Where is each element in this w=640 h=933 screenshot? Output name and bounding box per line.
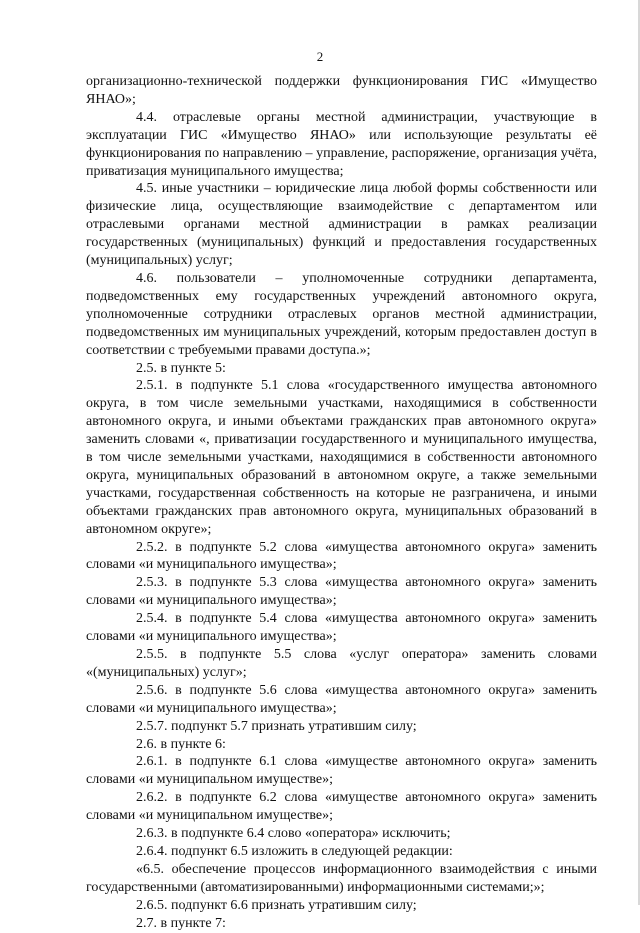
document-paragraph: 4.6. пользователи – уполномоченные сотрудники департамента, подведомственных ему государственных учреждений автономного округа, уполномоченные сотрудники отраслевых органов местной администрации, подведомственных им муниципальных учреждений, которым предоставлен доступ в соответствии с требуемыми правами доступа.»;	[86, 270, 597, 358]
document-body	[86, 73, 597, 933]
document-paragraph: 4.5. иные участники – юридические лица любой формы собственности или физические лица, осуществляющие взаимодействие с департаментом или отраслевыми органами местной администрации в рамках реализации государственных (муниципальных) функций и предоставления государственных (муниципальных) услуг;	[86, 181, 597, 269]
document-paragraph: 2.5. в пункте 5:	[136, 360, 226, 376]
document-paragraph: 2.5.4. в подпункте 5.4 слова «имущества автономного округа» заменить словами «и муниципального имущества»;	[86, 611, 597, 645]
document-paragraph: «6.5. обеспечение процессов информационного взаимодействия с иными государственными (автоматизированными) информационными системами;»;	[86, 861, 597, 895]
document-paragraph: 2.6.5. подпункт 6.6 признать утратившим силу;	[136, 897, 417, 913]
document-paragraph: 2.6.3. в подпункте 6.4 слово «оператора» исключить;	[136, 826, 451, 842]
document-paragraph: 2.5.6. в подпункте 5.6 слова «имущества автономного округа» заменить словами «и муниципального имущества»;	[86, 682, 597, 716]
page-number: 2	[316, 49, 324, 64]
document-paragraph: 2.5.1. в подпункте 5.1 слова «государственного имущества автономного округа, в том числе земельными участками, находящимися в собственности автономного округа, и иными объектами гражданских прав автономного округа» заменить словами «, приватизации государственного и муниципального имущества, в том числе земельными участками, находящимися в собственности автономного округа, муниципальных образований в автономном округе, а также земельными участками, государственная собственность на которые не разграничена, и иными объектами гражданских прав автономного округа, муниципальных образований в автономном округе»;	[86, 378, 597, 537]
document-paragraph: 2.5.3. в подпункте 5.3 слова «имущества автономного округа» заменить словами «и муниципального имущества»;	[86, 575, 597, 609]
document-paragraph: 2.6.4. подпункт 6.5 изложить в следующей редакции:	[136, 843, 453, 859]
document-paragraph: 2.6.2. в подпункте 6.2 слова «имуществе автономного округа» заменить словами «и муниципальном имуществе»;	[86, 790, 597, 824]
document-paragraph: 2.5.7. подпункт 5.7 признать утратившим силу;	[136, 718, 417, 734]
document-paragraph: 4.4. отраслевые органы местной администрации, участвующие в эксплуатации ГИС «Имущество ЯНАО» или использующие результаты её функционирования по направлению – управление, распоряжение, организация учёта, приватизация муниципального имущества;	[86, 109, 597, 179]
document-paragraph: организационно-технической поддержки функционирования ГИС «Имущество ЯНАО»;	[86, 74, 597, 107]
document-paragraph: 2.6. в пункте 6:	[136, 736, 226, 752]
document-paragraph: 2.5.5. в подпункте 5.5 слова «услуг оператора» заменить словами «(муниципальных) услуг»;	[86, 647, 597, 680]
document-paragraph: 2.5.2. в подпункте 5.2 слова «имущества автономного округа» заменить словами «и муниципального имущества»;	[86, 539, 597, 573]
document-paragraph: 2.7. в пункте 7:	[136, 915, 226, 931]
document-paragraph: 2.6.1. в подпункте 6.1 слова «имуществе автономного округа» заменить словами «и муниципальном имуществе»;	[86, 754, 597, 788]
